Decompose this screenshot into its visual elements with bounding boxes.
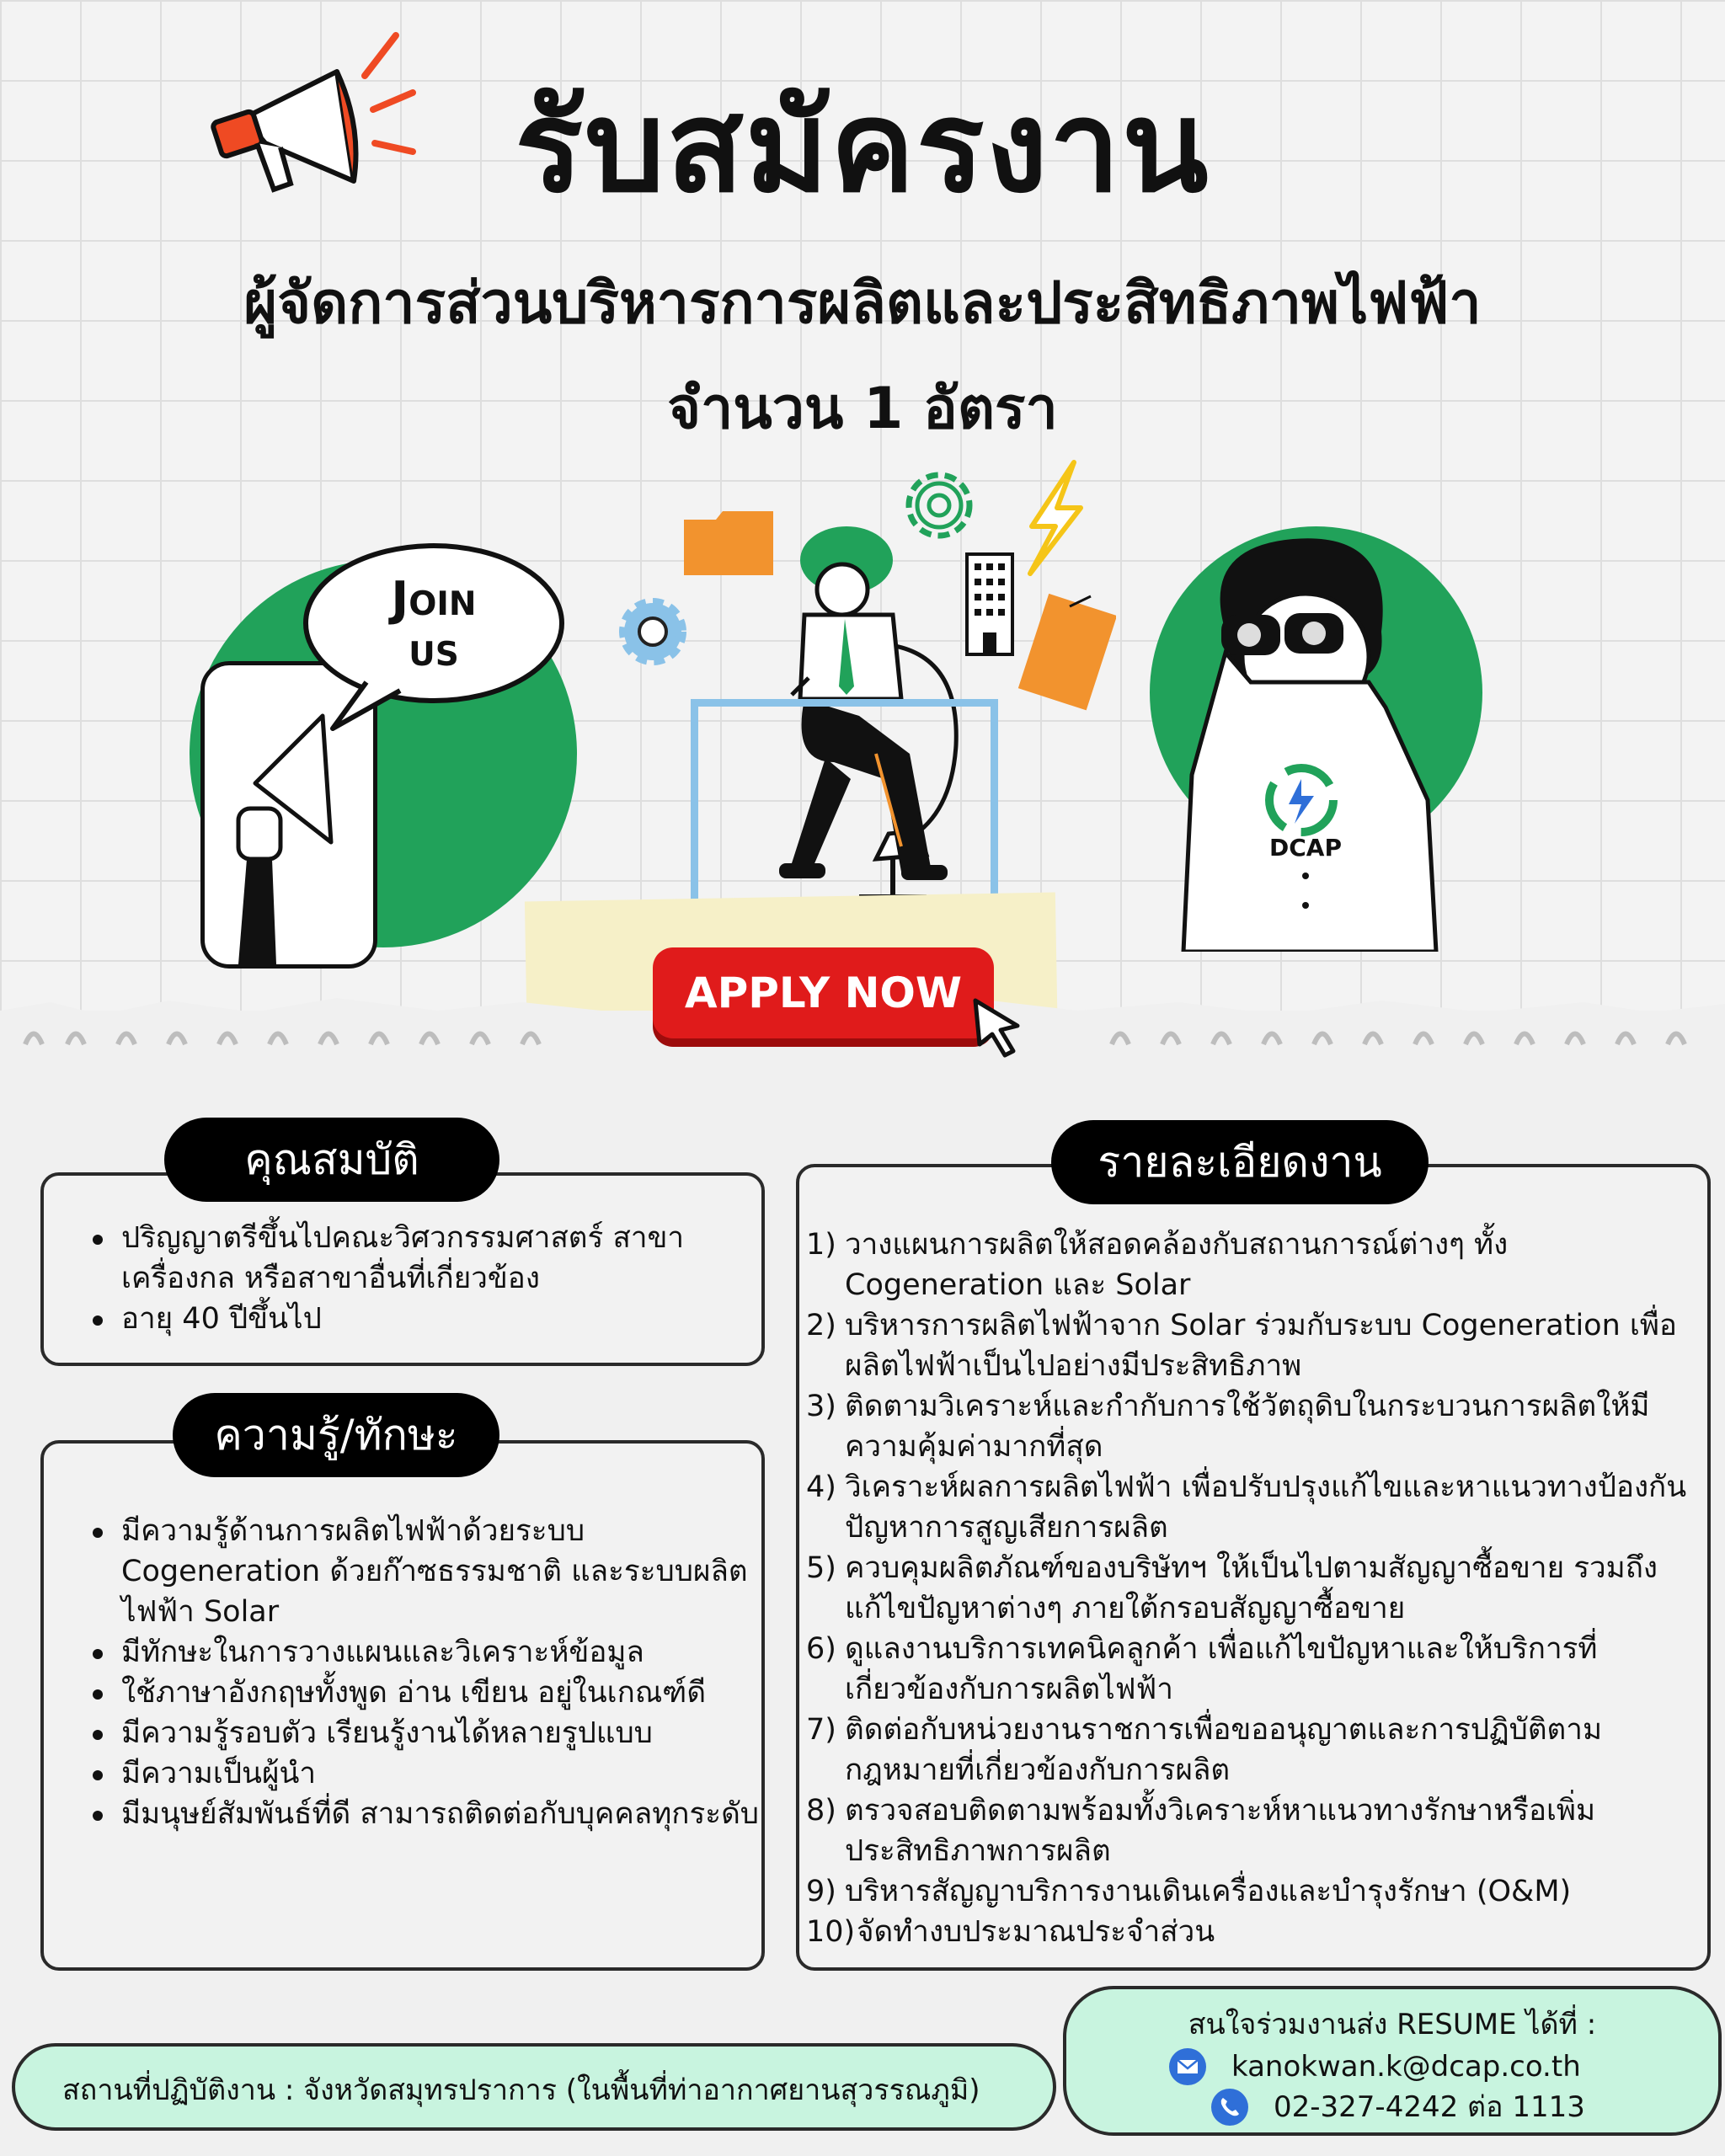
- cursor-icon: [967, 992, 1034, 1059]
- job-detail-item: 9) บริหารสัญญาบริการงานเดินเครื่องและบำรุงรักษา (O&M): [806, 1875, 1572, 1908]
- qualification-item: อายุ 40 ปีขึ้นไป: [121, 1299, 761, 1339]
- job-detail-item: 3) ติดตามวิเคราะห์และกำกับการใช้วัตถุดิบในกระบวนการผลิตให้มีความคุ้มค่ามากที่สุด: [806, 1390, 1650, 1464]
- skill-item: มีทักษะในการวางแผนและวิเคราะห์ข้อมูล: [121, 1632, 778, 1673]
- phone-icon: [1211, 2089, 1248, 2126]
- page-title: รับสมัครงาน: [515, 74, 1210, 221]
- position-title: ผู้จัดการส่วนบริหารการผลิตและประสิทธิภาพไฟฟ้า: [243, 270, 1482, 337]
- skill-item: มีความเป็นผู้นำ: [121, 1753, 778, 1794]
- skills-box: [40, 1440, 765, 1971]
- job-detail-item: 5) ควบคุมผลิตภัณฑ์ของบริษัทฯ ให้เป็นไปตามสัญญาซื้อขาย รวมถึงแก้ไขปัญหาต่างๆ ภายใต้กรอบสัญญาซื้อขาย: [806, 1551, 1658, 1625]
- lightning-icon: [1015, 459, 1091, 577]
- skills-heading: ความรู้/ทักษะ: [173, 1393, 499, 1477]
- job-detail-item: 10) จัดทำงบประมาณประจำส่วน: [806, 1915, 1215, 1949]
- contact-box: [1063, 1986, 1722, 2136]
- gear-icon: [611, 590, 695, 674]
- skill-item: มีความรู้รอบตัว เรียนรู้งานได้หลายรูปแบบ: [121, 1713, 778, 1753]
- binoculars-person-illustration: [1175, 522, 1445, 952]
- job-details-box: [796, 1164, 1711, 1971]
- email-icon: [1169, 2048, 1206, 2085]
- work-location: สถานที่ปฏิบัติงาน : จังหวัดสมุทรปราการ (ในพื้นที่ท่าอากาศยานสุวรรณภูมิ): [12, 2043, 1056, 2131]
- job-detail-item: 6) ดูแลงานบริการเทคนิคลูกค้า เพื่อแก้ไขปัญหาและให้บริการที่เกี่ยวข้องกับการผลิตไฟฟ้า: [806, 1632, 1598, 1706]
- shirt-logo-text: DCAP: [1269, 834, 1342, 862]
- join-text: Join: [391, 572, 477, 627]
- job-detail-item: 7) ติดต่อกับหน่วยงานราชการเพื่อขออนุญาตและการปฏิบัติตามกฎหมายที่เกี่ยวข้องกับการผลิต: [806, 1713, 1603, 1787]
- join-us-bubble: [299, 539, 569, 716]
- contact-heading: สนใจร่วมงานส่ง RESUME ได้ที่ :: [1188, 2008, 1597, 2041]
- notebook-icon: [1015, 590, 1116, 716]
- job-detail-item: 2) บริหารการผลิตไฟฟ้าจาก Solar ร่วมกับระบบ Cogeneration เพื่อผลิตไฟฟ้าเป็นไปอย่างมีประสิทธิภาพ: [806, 1309, 1677, 1383]
- position-count: จำนวน 1 อัตรา: [667, 376, 1058, 442]
- job-details-heading: รายละเอียดงาน: [1051, 1120, 1429, 1204]
- qualifications-heading: คุณสมบัติ: [164, 1118, 499, 1202]
- skill-item: มีมนุษย์สัมพันธ์ที่ดี สามารถติดต่อกับบุคคลทุกระดับ: [121, 1794, 778, 1834]
- phone-number[interactable]: 02-327-4242 ต่อ 1113: [1274, 2090, 1585, 2124]
- qualification-item: ปริญญาตรีขึ้นไปคณะวิศวกรรมศาสตร์ สาขาเครื่องกล หรือสาขาอื่นที่เกี่ยวข้อง: [121, 1218, 761, 1299]
- desk-frame: [691, 699, 998, 926]
- job-detail-item: 8) ตรวจสอบติดตามพร้อมทั้งวิเคราะห์หาแนวทางรักษาหรือเพิ่มประสิทธิภาพการผลิต: [806, 1794, 1596, 1868]
- skill-item: มีความรู้ด้านการผลิตไฟฟ้าด้วยระบบ Cogeneration ด้วยก๊าซธรรมชาติ และระบบผลิตไฟฟ้า Solar: [121, 1511, 778, 1632]
- apply-now-button[interactable]: APPLY NOW: [653, 947, 994, 1038]
- email-link[interactable]: kanokwan.k@dcap.co.th: [1231, 2050, 1581, 2084]
- us-text: us: [409, 622, 459, 677]
- skill-item: ใช้ภาษาอังกฤษทั้งพูด อ่าน เขียน อยู่ในเกณฑ์ดี: [121, 1673, 778, 1713]
- job-detail-item: 4) วิเคราะห์ผลการผลิตไฟฟ้า เพื่อปรับปรุงแก้ไขและหาแนวทางป้องกันปัญหาการสูญเสียการผลิต: [806, 1470, 1687, 1545]
- job-detail-item: 1) วางแผนการผลิตให้สอดคล้องกับสถานการณ์ต่างๆ ทั้ง Cogeneration และ Solar: [806, 1228, 1509, 1302]
